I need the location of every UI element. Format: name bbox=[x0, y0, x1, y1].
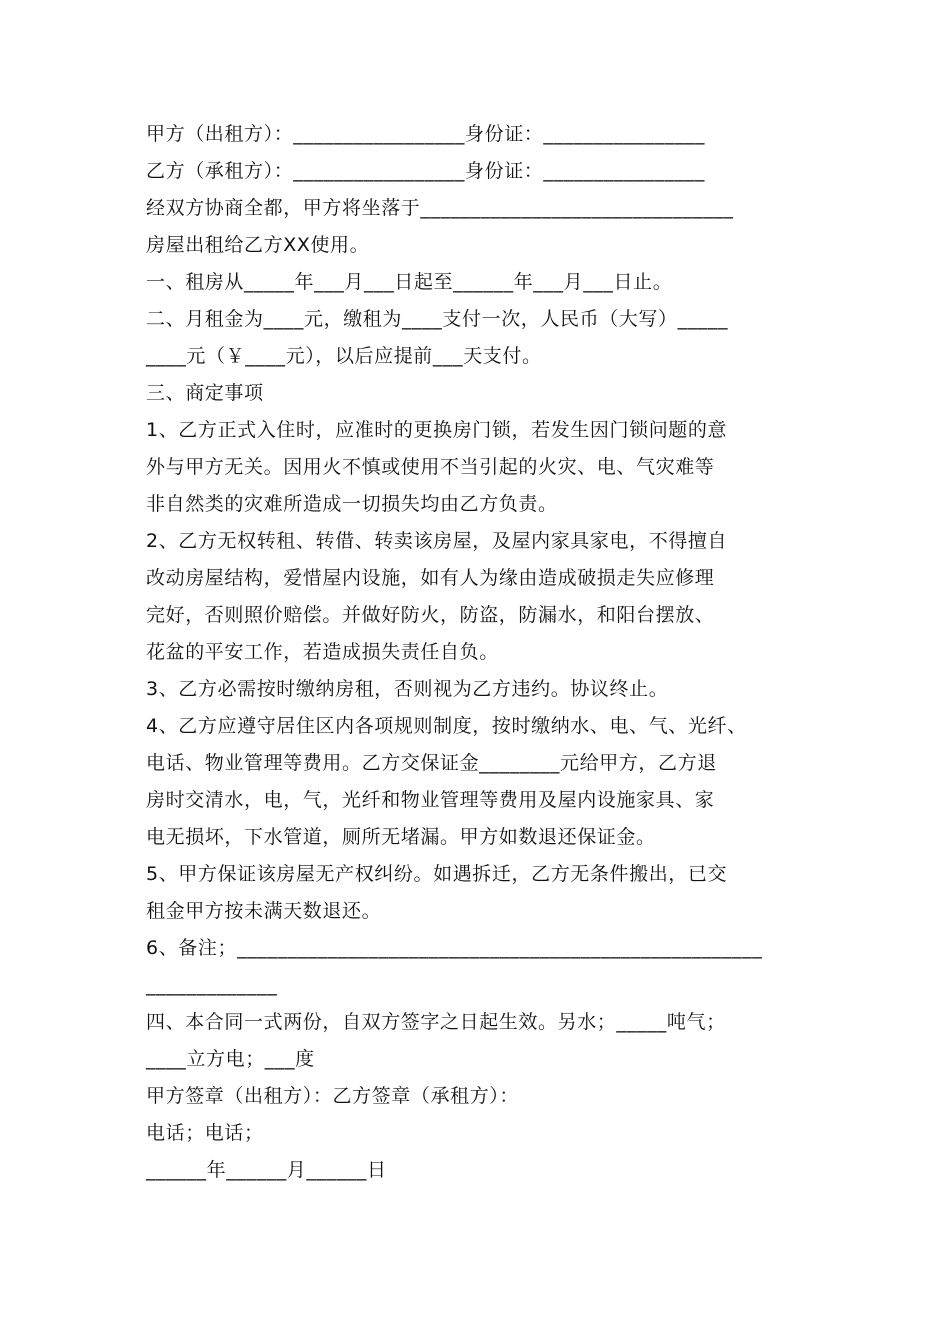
item-5: 5、甲方保证该房屋无产权纠纷。如遇拆迁，乙方无条件搬出，已交 bbox=[146, 863, 728, 885]
item-1: 外与甲方无关。因用火不慎或使用不当引起的火灾、电、气灾难等 bbox=[146, 456, 715, 478]
agreement-line: 房屋出租给乙方XX使用。 bbox=[146, 234, 370, 256]
item-2: 2、乙方无权转租、转借、转卖该房屋，及屋内家具家电，不得擅自 bbox=[146, 530, 728, 552]
signature-line: 甲方签章（出租方）：乙方签章（承租方）： bbox=[146, 1085, 520, 1107]
clause-4: 四、本合同一式两份，自双方签字之日起生效。另水；_____吨气； bbox=[146, 1011, 726, 1033]
clause-2-rent: ____元（￥____元），以后应提前___天支付。 bbox=[146, 345, 542, 367]
party-b-line: 乙方（承租方）：_________________身份证：________________ bbox=[146, 160, 706, 182]
clause-3-heading: 三、商定事项 bbox=[146, 382, 264, 404]
item-6-remarks: 6、备注；____________________________________________________ bbox=[146, 937, 763, 959]
item-2: 完好，否则照价赔偿。并做好防火，防盗，防漏水，和阳台摆放、 bbox=[146, 604, 715, 626]
contract-document bbox=[146, 116, 836, 1189]
item-4: 房时交清水，电，气，光纤和物业管理等费用及屋内设施家具、家 bbox=[146, 789, 715, 811]
item-1: 1、乙方正式入住时，应准时的更换房门锁，若发生因门锁问题的意 bbox=[146, 419, 728, 441]
clause-2-rent: 二、月租金为____元，缴租为____支付一次，人民币（大写）_____ bbox=[146, 308, 729, 330]
item-6-remarks: _____________ bbox=[146, 974, 278, 996]
item-1: 非自然类的灾难所造成一切损失均由乙方负责。 bbox=[146, 493, 558, 515]
agreement-line: 经双方协商全都，甲方将坐落于_______________________________ bbox=[146, 197, 734, 219]
item-2: 改动房屋结构，爱惜屋内设施，如有人为缘由造成破损走失应修理 bbox=[146, 567, 715, 589]
item-2: 花盆的平安工作，若造成损失责任自负。 bbox=[146, 641, 499, 663]
item-4: 4、乙方应遵守居住区内各项规则制度，按时缴纳水、电、气、光纤、 bbox=[146, 715, 747, 737]
item-5: 租金甲方按未满天数退还。 bbox=[146, 900, 382, 922]
party-a-line: 甲方（出租方）：_________________身份证：________________ bbox=[146, 123, 706, 145]
item-4: 电话、物业管理等费用。乙方交保证金________元给甲方，乙方退 bbox=[146, 752, 717, 774]
item-4: 电无损坏，下水管道，厕所无堵漏。甲方如数退还保证金。 bbox=[146, 826, 656, 848]
clause-4: ____立方电；___度 bbox=[146, 1048, 315, 1070]
date-line: ______年______月______日 bbox=[146, 1159, 387, 1181]
clause-1-rental-period: 一、租房从_____年___月___日起至______年___月___日止。 bbox=[146, 271, 673, 293]
phone-line: 电话；电话； bbox=[146, 1122, 264, 1144]
item-3: 3、乙方必需按时缴纳房租，否则视为乙方违约。协议终止。 bbox=[146, 678, 669, 700]
